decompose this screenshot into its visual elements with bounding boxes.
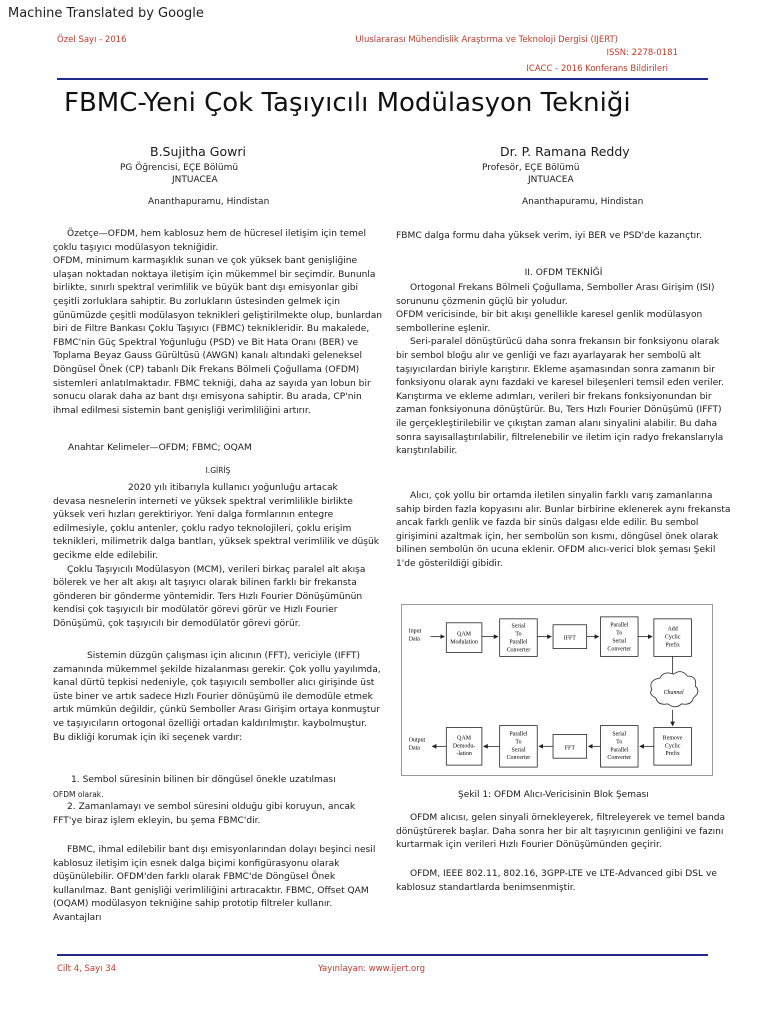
fig-ps2-3: Serial [511,747,526,754]
fig-sp2-1: Serial [612,731,627,738]
fig-sp2-2: To [616,739,623,746]
fig-add-2: Cyclic [664,634,681,641]
fig-ps-4: Converter [607,646,632,653]
ofdm-block-diagram [401,604,713,776]
ofdm-para-1: Ortogonal Frekans Bölmeli Çoğullama, Semboller Arası Girişim (ISI) sorununu çözmenin güçlü bir yoludur. [396,283,715,307]
author-2-org: JNTUACEA [528,175,574,185]
fig-input-label-1: Input [408,628,422,635]
footer-volume: Cilt 4, Sayı 34 [57,964,117,974]
header-conference: ICACC - 2016 Konferans Bildirileri [526,64,668,74]
author-1 [120,145,370,208]
fig-qam-mod-1: QAM [457,631,472,638]
footer-publisher-link[interactable]: Yayınlayan: www.ijert.org [318,964,425,974]
fig-qam-dem-3: -lation [456,751,472,758]
fig-rem-3: Prefix [665,751,680,758]
fig-ifft: IFFT [563,635,576,642]
fig-sp-3: Parallel [509,639,528,646]
header-rule [57,78,708,80]
fig-output-label-2: Data [408,745,420,752]
figure-caption: Şekil 1: OFDM Alıcı-Vericisinin Blok Şeması [458,790,649,800]
ofdm-section-4 [396,868,731,895]
fig-rem-2: Cyclic [664,743,681,750]
author-1-city: Ananthapuramu, Hindistan [148,197,270,207]
fig-qam-dem-1: QAM [457,735,472,742]
intro-para-2: devasa nesnelerin interneti ve yüksek spektral verimlilikle birlikte yüksek veri hızları gerektiriyor. Yeni dalga formlarının entegre edilmesiyle, çoklu antenler, çoklu radyo teknolojileri, çoklu erişim teknikleri, milimetrik dalga bantları, yüksek spektral verimlilik ve düşük gecikme elde edilebilir. [53,496,380,561]
ofdm-section-2 [396,490,731,572]
fig-fft: FFT [564,745,575,752]
intro-para-5: Bu dikliği korumak için iki seçenek vardır: [53,732,243,743]
intro-para-1: 2020 yılı itibarıyla kullanıcı yoğunluğu artacak [128,483,338,493]
abstract-intro: Özetçe—OFDM, hem kablosuz hem de hücresel iletişim için temel çoklu taşıyıcı modülasyon tekniğidir. [53,229,366,253]
fig-ps2-1: Parallel [509,731,528,738]
fig-channel: Channel [663,689,684,696]
fig-ps2-2: To [515,739,522,746]
keywords: Anahtar Kelimeler—OFDM; FBMC; OQAM [68,443,252,453]
option-1-cont: OFDM olarak. [53,789,104,799]
right-continuation: FBMC dalga formu daha yüksek verim, iyi BER ve PSD'de kazançtır. [396,231,702,241]
author-1-name: B.Sujitha Gowri [150,144,246,159]
options-list [53,774,383,828]
header-journal: Uluslararası Mühendislik Araştırma ve Teknoloji Dergisi (IJERT) [355,35,618,45]
ofdm-para-3: Seri-paralel dönüştürücü daha sonra frekansın bir fonksiyonu olarak bir sembol bloğu alır ve genliği ve fazı ayarlayarak her sembolü alt taşıyıcılardan biriyle karıştırır. Ekleme aşamasından sonra zamanın bir fonksiyonu olarak aynı fazdaki ve karesel bileşenleri temsil eden veriler. Karıştırma ve ekleme adımları, verileri bir frekans fonksiyonundan bir zaman fonksiyonuna dönüştürür. Bu, Ters Hızlı Fourier Dönüşümü (IFFT) ile gerçekleştirilebilir ve çıkıştan zaman alanı sinyalini alabilir. Bu daha sonra sayısallaştırılabilir, filtrelenebilir ve iletim için radyo frekanslarıyla karıştırılabilir. [396,337,724,457]
ofdm-section-3 [396,812,731,853]
fig-sp-2: To [515,631,522,638]
option-2: 2. Zamanlamayı ve sembol süresini olduğu gibi koruyun, ancak FFT'ye biraz işlem ekleyin, bu şema FBMC'dir. [53,802,356,826]
fig-sp2-3: Parallel [610,747,629,754]
author-2 [482,145,742,208]
option-1: 1. Sembol süresinin bilinen bir döngüsel önekle uzatılması [71,775,336,785]
fig-sp2-4: Converter [607,755,632,762]
fbmc-para: FBMC, ihmal edilebilir bant dışı emisyonlarından dolayı beşinci nesil kablosuz iletişim için esnek dalga biçimi konfigürasyonu olarak düşünülebilir. OFDM'den farklı olarak FBMC'de Döngüsel Önek kullanılmaz. Bant genişliği verimliliğini artıracaktır. FBMC, Offset QAM (OQAM) modülasyon tekniğine sahip prototip filtreler kullanır. Avantajları [53,845,376,923]
author-2-city: Ananthapuramu, Hindistan [522,197,644,207]
fig-qam-dem-2: Demodu- [452,743,476,750]
ofdm-para-2: OFDM vericisinde, bir bit akışı genellikle karesel genlik modülasyon sembollerine eşlenir. [396,310,703,334]
fig-output-label-1: Output [408,737,426,744]
fig-ps-2: To [616,630,623,637]
fig-rem-1: Remove [662,735,683,742]
fig-sp-1: Serial [511,623,526,630]
fig-qam-mod-2: Modulation [450,639,478,646]
fig-add-3: Prefix [665,642,680,649]
header-special-issue: Özel Sayı - 2016 [57,35,127,45]
abstract-body: OFDM, minimum karmaşıklık sunan ve çok yüksek bant genişliğine ulaşan noktadan noktaya iletişim için mükemmel bir seçimdir. Bununla birlikte, sınırlı spektral verimlilik ve büyük bant dışı emisyonlar gibi çeşitli zorluklara sahiptir. Bu zorlukların üstesinden gelmek için günümüzde çeşitli modülasyon teknikleri geliştirilmekte olup, bunlardan biri de Filtre Bankası Çoklu Taşıyıcı (FBMC) teknikleridir. Bu makalede, FBMC'nin Güç Spektral Yoğunluğu (PSD) ve Bit Hata Oranı (BER) ve Toplama Beyaz Gauss Gürültüsü (AWGN) kanalı altındaki geleneksel Döngüsel Önek (CP) tabanlı Dik Frekans Bölmeli Çoğullama (OFDM) sistemleri anlatılmaktadır. FBMC tekniği, daha az sayıda yan lobun bir sonucu olarak daha az bant dışı emisyona sahiptir. Bu arada, CP'nin ihmal edilmesi sistemin bant genişliği verimliliğini artırır. [53,256,383,416]
fig-input-label-2: Data [408,636,420,643]
footer-rule [57,954,708,956]
ofdm-section [396,282,731,459]
intro-section-2 [53,650,383,745]
section-heading-ofdm: II. OFDM TEKNİĞİ [524,268,603,278]
fbmc-paragraph [53,844,383,926]
fig-ps-1: Parallel [610,622,629,629]
ofdm-para-5: OFDM alıcısı, gelen sinyali örnekleyerek, filtreleyerek ve temel banda dönüştürerek başlar. Daha sonra her bir alt taşıyıcının genliğini ve fazını kurtarmak için verileri Hızlı Fourier Dönüşümünden geçirir. [396,813,726,851]
header-issn: ISSN: 2278-0181 [606,48,678,58]
section-heading-intro: I.GİRİŞ [205,466,231,475]
intro-para-4: Sistemin düzgün çalışması için alıcının (FFT), vericiyle (IFFT) zamanında mükemmel şekilde hizalanması gerekir. Çok yollu yayılımda, kanal dürtü tepkisi nedeniyle, çok taşıyıcılı semboller alıcı girişinde üst üste biner ve artık sadece Hızlı Fourier dönüşümü ile demodüle etmek artık mümkün değildir, çünkü Semboller Arası Girişim ortaya konmuştur ve taşıyıcıların ortogonal özelliği ortadan kaldırılmıştır. kaybolmuştur. [53,651,381,729]
machine-translation-banner: Machine Translated by Google [8,6,204,21]
fig-sp-4: Converter [506,647,531,654]
ofdm-para-6: OFDM, IEEE 802.11, 802.16, 3GPP-LTE ve LTE-Advanced gibi DSL ve kablosuz standartlarda benimsenmiştir. [396,869,717,893]
author-2-name: Dr. P. Ramana Reddy [500,144,630,159]
intro-para-3: Çoklu Taşıyıcılı Modülasyon (MCM), verileri birkaç paralel alt akışa bölerek ve her alt akışı alt taşıyıcı olarak bilinen farklı bir frekansta gönderen bir gönderme yöntemidir. Ters Hızlı Fourier Dönüşümünün kendisi çok taşıyıcılı bir modülatör görevi görür ve Hızlı Fourier Dönüşümü, çok taşıyıcılı bir demodülatör görevi görür. [53,564,366,629]
fig-ps2-4: Converter [506,755,531,762]
author-1-role: PG Öğrencisi, EÇE Bölümü [120,163,239,173]
abstract [53,228,383,418]
author-2-role: Profesör, EÇE Bölümü [482,163,580,173]
fig-ps-3: Serial [612,638,627,645]
fig-add-1: Add [667,626,678,633]
paper-title: FBMC-Yeni Çok Taşıyıcılı Modülasyon Tekniği [64,88,631,118]
intro-section [53,482,383,632]
author-1-org: JNTUACEA [172,175,218,185]
ofdm-para-4: Alıcı, çok yollu bir ortamda iletilen sinyalin farklı varış zamanlarına sahip birden fazla kopyasını alır. Bunlar birbirine eklenerek aynı frekansta ancak farklı genlik ve fazda bir sinüs dalgası elde edilir. Bu sembol girişimini azaltmak için, her sembolün son kısmı, döngüsel önek olarak bilinen sembolün ön ucuna eklenir. OFDM alıcı-verici blok şeması Şekil 1'de gösterildiği gibidir. [396,491,731,569]
